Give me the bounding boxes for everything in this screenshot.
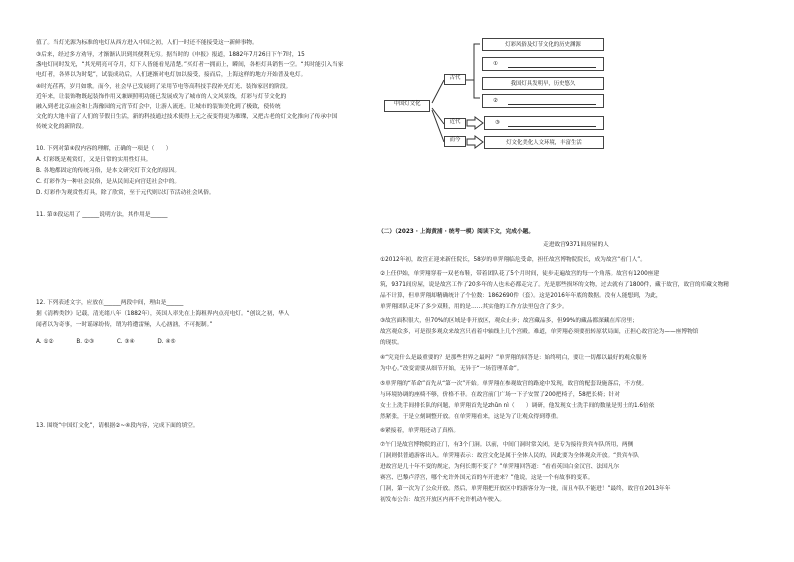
left-line: ③后来，经过多方劝导，才渐渐认识到其便利无穷。据当时的《申报》报道，1882年7月26日下午7时，15 xyxy=(36,52,305,58)
answer-line-1[interactable] xyxy=(508,67,596,68)
section-heading: （二）（2023 · 上海黄浦 · 统考一模）阅读下文，完成小题。 xyxy=(378,229,535,235)
right-line: 赛宫、巴黎卢浮宫，哪个允许外国元首的车开进来？”他说，这是一个有故事的变革。 xyxy=(380,475,594,481)
left-line: 值了。当灯光源为标准的电灯从西方进入中国之初，人们一时还不能接受这一新鲜事物。 xyxy=(36,40,258,46)
left-line: A. 灯彩既是观赏灯，又是日常的实用性灯具。 xyxy=(36,157,152,163)
right-line: ③故宫面积很大，但70%的区域是非开放区，观众止步；故宫藏品多，但99%的藏品都深藏在库房里； xyxy=(380,318,638,324)
right-line: 单霁翔团队走坏了多少双鞋，用的是……其实他的工作方法里包含了多少。 xyxy=(380,304,568,310)
right-line: 然紧张，于是立刻调整开放。在单霁翔看来，这是为了让观众得到尊重。 xyxy=(380,414,562,420)
right-line: ⑤单霁翔的“革命”首先从“第一次”开始。单霁翔在参观故宫的路途中发现，故宫的配套设施落后，不方便。 xyxy=(380,381,648,387)
diagram-item-history: 我国灯具发明早，历史悠久 xyxy=(482,77,604,90)
right-line: 故宫观众多，可是很多观众来故宫只看着中轴线上几个宫殿。难道，单霁翔必须要扭转原状局面，正担心故宫沦为——座博物馆 xyxy=(380,329,699,335)
blank-2-label: ② xyxy=(493,98,498,104)
left-line: 电灯者，各界以为时髦”，试装成功后，人们逐渐对电灯加以接受，接而后，上海这样的地方开始普及电灯。 xyxy=(36,72,307,78)
left-line: 10. 下列对第④段内容的理解，正确的一项是（ ） xyxy=(36,146,172,152)
blank-1-label: ① xyxy=(493,61,498,67)
left-line: A. ①② B. ②③ C. ③④ D. ④⑤ xyxy=(36,339,176,345)
right-line: 门洞则供普通游客出入。单霁翔表示：故宫文化是属于全体人民的，因此要为全体观众开放。“贵宾车队 xyxy=(380,453,639,459)
connector-root-ancient xyxy=(432,80,444,103)
answer-line-3[interactable] xyxy=(508,126,596,127)
diagram-item-blank-1 xyxy=(482,57,604,71)
left-line: C. 灯彩作为一种社会民俗，是从民间走向宫廷社会中的。 xyxy=(36,179,181,185)
diagram-branch-ancient: 古代 xyxy=(444,74,466,85)
arrow-now xyxy=(467,136,483,148)
answer-line-2[interactable] xyxy=(508,104,596,105)
brace-ancient xyxy=(474,44,480,98)
diagram-item-origin: 灯彩风俗及灯节文化的历史渊源 xyxy=(482,38,604,51)
left-line: 融入到老北京庙会和上海豫园的元宵节灯会中，让游人流连。让城市的装饰美化到了极致，使传统 xyxy=(36,104,281,110)
left-line: D. 灯彩作为观赏性灯具，除了欣赏，至于元代则以灯节活动社会风俗。 xyxy=(36,190,215,196)
diagram-root: 中国灯文化 xyxy=(384,100,430,112)
right-line: 女士上洗手间排长队的问题，单霁翔首先是zhǔn nì（ ）调研，他发现女士洗手间的数量是男士的1.6倍依 xyxy=(380,403,655,409)
left-line: 11. 第③段运用了 ______说明方法，其作用是______ xyxy=(36,212,168,218)
diagram-item-blank-3 xyxy=(484,116,604,130)
left-line: 闻者以为奇事，一时谣诼纷传，谓为将遭雷殛，人心汹汹，不可扼制。” xyxy=(36,322,213,328)
arrow-modern xyxy=(467,117,483,129)
diagram-item-blank-2 xyxy=(482,94,604,108)
diagram-item-environment: 灯文化美化人文环境，丰富生活 xyxy=(484,136,604,149)
connector-root-modern xyxy=(432,108,444,124)
right-line: 的现状。 xyxy=(380,340,403,346)
right-line: ⑥紧接着，单霁翔还动了真格。 xyxy=(380,428,460,434)
article-title: 走进故宫9371间房屋的人 xyxy=(543,242,609,248)
left-line: 近年来，让装饰物既起装饰作用又兼顾照明功能已发展成为了城市的人文风景线，灯彩与灯节文化的 xyxy=(36,94,287,100)
blank-3-label: ③ xyxy=(495,120,500,126)
left-line: 13. 围绕“中国灯文化”，请根据②~④段内容，完成下面的填空。 xyxy=(36,423,199,429)
left-line: 文化的大地丰富了人们的节假日生活，新的科技通过技术使得上元之夜变得更为璀璨，又把古老的灯文化推向了传承中国 xyxy=(36,114,338,120)
diagram-branch-now: 而今 xyxy=(444,136,466,147)
right-line: 进故宫是几十年不变的规定，为何长期不变了？”单霁翔回答道：“看看英国白金汉宫、法国凡尔 xyxy=(380,464,620,470)
diagram-branch-modern: 近代 xyxy=(444,118,466,129)
right-line: 筑，9371间房屋，说是故宫工作了20多年的人也未必都走完了。光是那些损坏的文物，过去就有了1800件，藏于故宫，故宫的库藏文物精 xyxy=(380,282,729,288)
left-line: ④时光荏苒，岁月如歌。而今，社会早已发展到了采用节电等高科技手段补光灯光、装饰家居的阶段。 xyxy=(36,84,292,90)
left-line: 据《清稗类钞》记载，清光绪八年（1882年），英国人率先在上海租界内点亮电灯。“创议之初，华人 xyxy=(36,311,290,317)
right-line: ①2012年初，故宫正迎来新任院长，58岁的单霁翔临危受命，担任故宫博物院院长，成为故宫“看门人”。 xyxy=(380,257,646,263)
left-line: B. 各地都固定的传统习俗，是本文研究灯节文化的原因。 xyxy=(36,168,181,174)
right-line: 初发布公告：故宫开放区内再不允许机动车驶入。 xyxy=(380,497,506,503)
right-line: ②上任伊始，单霁翔穿着一双老布鞋，带着团队花了5个月时间，徒步走遍故宫的每一个角落。故宫有1200座建 xyxy=(380,271,660,277)
right-line: ④“究竟什么是最重要的？是那些世界之最吗？”单霁翔的回答是：始终明白，要让一切都以最好的观众服务 xyxy=(380,355,647,361)
right-line: ⑦午门是故宫博物院的正门，有3个门洞。以前，中间门洞时常关闭，是专为接待贵宾车队所用，两侧 xyxy=(380,442,634,448)
right-line: 品不计算，但单霁翔却精确统计了个位数：1862690件（套）。这是2016年年底的数据。没有人能想到，为此， xyxy=(380,293,662,299)
right-line: 门洞，第一次为了公众开放。然后，单霁翔把开放区中的游客分为一批，而且车队不能进！”最终，故宫在2013年年 xyxy=(380,486,671,492)
right-line: 与环境协调的座椅不够，价格不菲。在故宫前门广场一下子安置了200把椅子，58把长椅；针对 xyxy=(380,392,620,398)
left-line: 盏电灯同时发光，“其光明亮可夺月，灯下人皆能看见清楚。”买灯者一拥而上，瞬间，各柜灯具销售一空。“其时能引入当家 xyxy=(36,62,344,68)
right-line: 为中心。”改变需要从细节开始，无异于“一场管理革命”。 xyxy=(380,366,523,372)
connector-root-now xyxy=(432,110,444,142)
left-line: 传统文化的新阶段。 xyxy=(36,124,88,130)
left-line: 12. 下列表述文字，应放在______两段中间，理由是______ xyxy=(36,300,184,306)
